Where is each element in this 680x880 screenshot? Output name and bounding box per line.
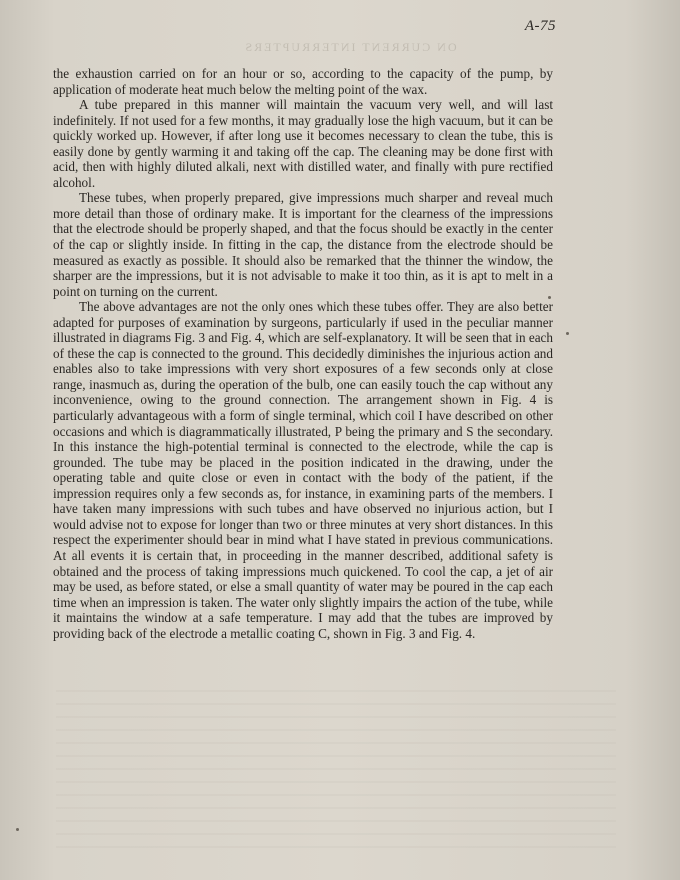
bleed-through-title: ON CURRENT INTERRUPTERS bbox=[243, 40, 457, 54]
paragraph: The above advantages are not the only ones which these tubes offer. They are also better adapted for purposes of examination by surgeons, particularly if used in the peculiar manner illustrated in diagrams Fig. 3 and Fig. 4, which are self-explanatory. It will be seen that in each of these the cap is connected to the ground. This decidedly diminishes the injurious action and enables also to take impressions with very short exposures of a few seconds only at close range, inasmuch as, during the operation of the bulb, one can easily touch the cap without any inconvenience, owing to the ground connection. The arrangement shown in Fig. 4 is particularly advantageous with a form of single terminal, which coil I have described on other occasions and which is diagrammatically illustrated, P being the primary and S the secondary. In this instance the high-potential terminal is connected to the electrode, while the cap is grounded. The tube may be placed in the position indicated in the drawing, under the operating table and quite close or even in contact with the body of the patient, if the impression requires only a few seconds as, for instance, in examining parts of the members. I have taken many impressions with such tubes and have observed no injurious action, but I would advise not to expose for longer than two or three minutes at very short distances. In this respect the experimenter should bear in mind what I have stated in previous communications. At all events it is certain that, in proceeding in the manner described, additional safety is obtained and the process of taking impressions much quickened. To cool the cap, a jet of air may be used, as before stated, or else a small quantity of water may be poured in the cap each time when an impression is taken. The water only slightly impairs the action of the tube, while it maintains the window at a safe temperature. I may add that the tubes are improved by providing back of the electrode a metallic coating C, shown in Fig. 3 and Fig. 4. bbox=[53, 299, 553, 641]
paragraph: A tube prepared in this manner will maintain the vacuum very well, and will last indefinitely. If not used for a few months, it may gradually lose the high vacuum, but it can be quickly worked up. However, if after long use it becomes necessary to clean the tube, this is easily done by gently warming it and taking off the cap. The cleaning may be done first with acid, then with highly diluted alkali, next with distilled water, and finally with pure rectified alcohol. bbox=[53, 97, 553, 190]
bleed-through-text bbox=[56, 690, 616, 850]
page-number: A-75 bbox=[524, 18, 556, 34]
speck bbox=[566, 332, 569, 335]
paragraph: the exhaustion carried on for an hour or so, according to the capacity of the pump, by application of moderate heat much below the melting point of the wax. bbox=[53, 66, 553, 97]
speck bbox=[548, 296, 551, 299]
paragraph: These tubes, when properly prepared, give impressions much sharper and reveal much more detail than those of ordinary make. It is important for the clearness of the impressions that the electrode should be properly shaped, and that the focus should be exactly in the center of the cap or slightly inside. In fitting in the cap, the distance from the electrode should be measured as exactly as possible. It should also be remarked that the thinner the window, the sharper are the impressions, but it is not advisable to make it too thin, as it is apt to melt in a point on turning on the current. bbox=[53, 190, 553, 299]
speck bbox=[16, 828, 19, 831]
body-text bbox=[53, 66, 553, 641]
